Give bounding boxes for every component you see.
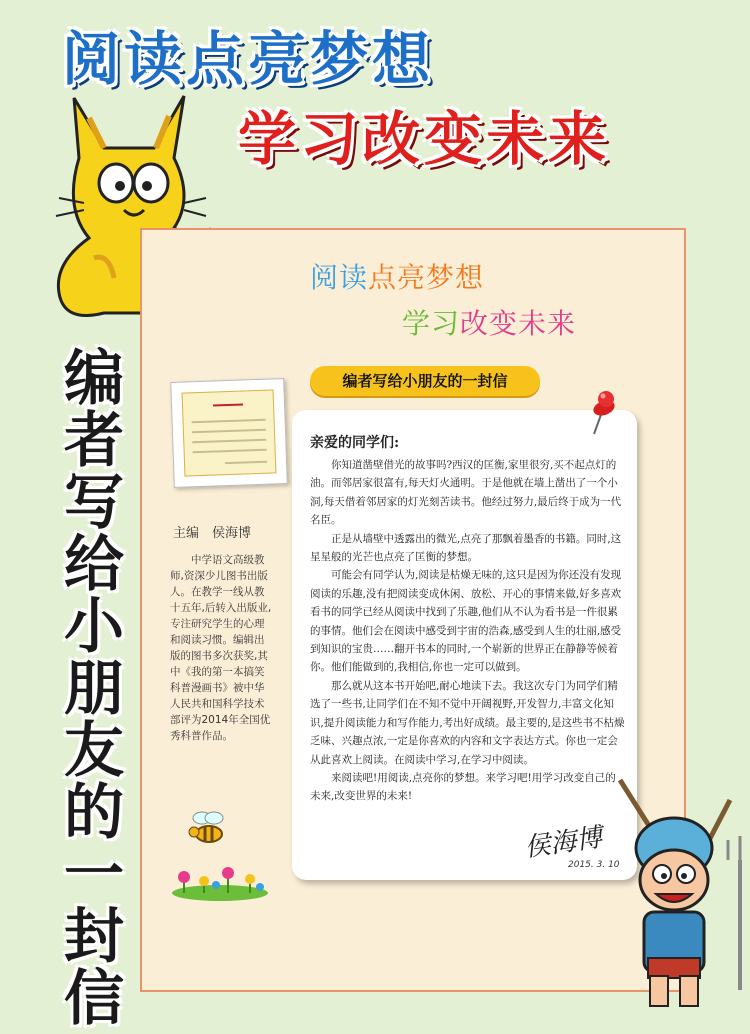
signature: 侯海博 xyxy=(522,822,605,864)
bee-icon xyxy=(184,808,234,852)
subtitle-study: 学习 xyxy=(402,307,461,340)
letter-paragraph: 你知道凿壁借光的故事吗?西汉的匡衡,家里很穷,买不起点灯的油。而邻居家很富有,每天灯火通明。于是他就在墙上凿出了一个小洞,每天借着邻居家的灯光刻苦读书。他经过努力,最后终于成为一代名臣。 xyxy=(310,459,622,527)
title-line-2: 学习改变未来 xyxy=(238,105,611,173)
certificate-image xyxy=(170,378,288,488)
flowers-illustration xyxy=(170,855,270,901)
letter-salutation: 亲爱的同学们: xyxy=(310,435,400,451)
warrior-mascot xyxy=(600,770,750,1008)
push-pin-icon xyxy=(584,390,620,436)
editor-label: 主编 侯海博 xyxy=(173,526,252,541)
subtitle-light-dream: 点亮梦想 xyxy=(368,261,485,294)
subtitle-change-future: 改变未来 xyxy=(460,307,577,340)
letter-paragraph: 可能会有同学认为,阅读是枯燥无味的,这只是因为你还没有发现阅读的乐趣,没有把阅读变成休闲、放松、开心的事情来做,好多喜欢看书的同学已经从阅读中找到了乐趣,他们从不认为看书是一件很累的事情。他们会在阅读中感受到宇宙的浩森,感受到人生的壮丽,感受到知识的宝贵……翻开书本的同时,一个崭新的世界正在静静等候着你。他们能做到的,我相信,你也一定可以做到。 xyxy=(310,569,622,674)
letter-paragraph: 那么就从这本书开始吧,耐心地读下去。我这次专门为同学们精选了一些书,让同学们在不知不觉中开阔视野,开发智力,丰富文化知识,提升阅读能力和写作能力,考出好成绩。最主要的,是这些书不枯燥乏味、兴趣点浓,一定是你喜欢的内容和文字表达方式。你也一定会从此喜欢上阅读。在阅读中学习,在学习中阅读。 xyxy=(310,679,625,766)
letter-banner: 编者写给小朋友的一封信 xyxy=(310,366,540,396)
subtitle-line-1 xyxy=(310,256,484,296)
letter-paragraph: 正是从墙壁中透露出的微光,点亮了那飘着墨香的书籍。同时,这星星般的光芒也点亮了匡衡的梦想。 xyxy=(310,532,622,564)
side-title: 编者写给小朋友的一封信 xyxy=(64,344,124,1034)
editor-bio: 中学语文高级教师,资深少儿图书出版人。在教学一线从教十五年,后转入出版业,专注研究学生的心理和阅读习惯。编辑出版的图书多次获奖,其中《我的第一本搞笑科普漫画书》被中华人民共和国科学技术部评为2014年全国优秀科普作品。 xyxy=(170,554,272,742)
letter-body xyxy=(310,456,626,806)
letter-paragraph: 来阅读吧!用阅读,点亮你的梦想。来学习吧!用学习改变自己的未来,改变世界的未来! xyxy=(310,771,616,803)
title-line-1: 阅读点亮梦想 xyxy=(62,25,435,93)
subtitle-reading: 阅读 xyxy=(310,261,369,294)
subtitle-line-2 xyxy=(402,302,576,342)
signature-date: 2015. 3. 10 xyxy=(568,860,620,870)
